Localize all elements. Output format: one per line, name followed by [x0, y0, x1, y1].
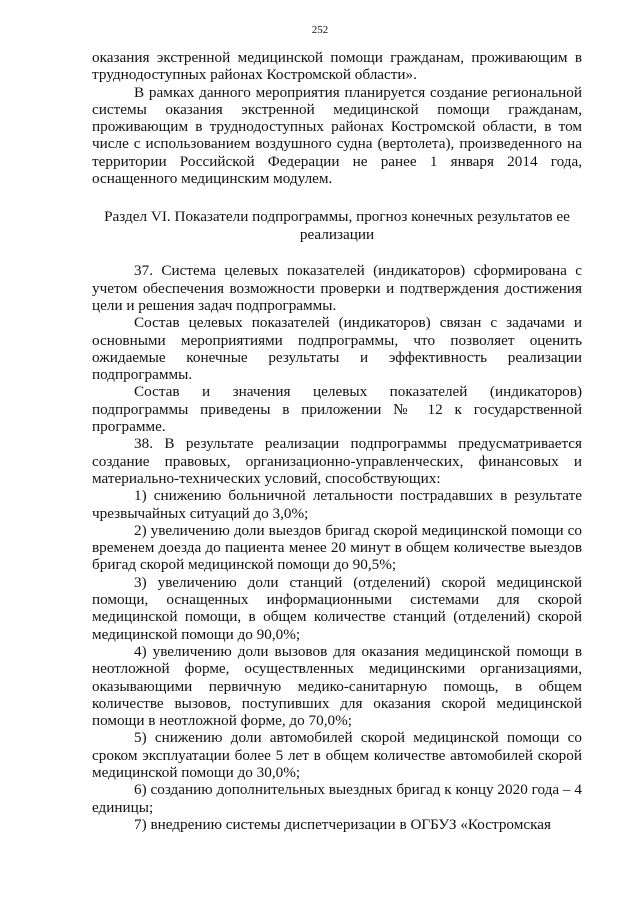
- list-item-6: 6) созданию дополнительных выездных бригад к концу 2020 года – 4 единицы;: [92, 781, 582, 816]
- list-item-2: 2) увеличению доли выездов бригад скорой медицинской помощи со временем доезда до пациента менее 20 минут в общем количестве выездов бригад скорой медицинской помощи до 90,5%;: [92, 521, 582, 574]
- section-heading: Раздел VI. Показатели подпрограммы, прогноз конечных результатов ее реализации: [104, 208, 570, 243]
- list-item-4: 4) увеличению доли вызовов для оказания медицинской помощи в неотложной форме, осуществленных медицинскими организациями, оказывающими первичную медико-санитарную помощь, в общем количестве вызовов, поступивших для оказания скорой медицинской помощи в неотложной форме, до 70,0%;: [92, 642, 582, 730]
- list-item-3: 3) увеличению доли станций (отделений) скорой медицинской помощи, оснащенных информационными системами для скорой медицинской помощи, в общем количестве станций (отделений) скорой медицинской помощи до 90,0%;: [92, 573, 582, 643]
- list-item-1: 1) снижению больничной летальности пострадавших в результате чрезвычайных ситуаций до 3,0%;: [92, 487, 582, 522]
- paragraph-indicators-appendix: Состав и значения целевых показателей (индикаторов) подпрограммы приведены в приложении № 12 к государственной программе.: [92, 383, 582, 436]
- paragraph-indicators-composition: Состав целевых показателей (индикаторов) связан с задачами и основными мероприятиями подпрограммы, что позволяет оценить ожидаемые конечные результаты и эффективность реализации подпрограммы.: [92, 314, 582, 384]
- list-item-7: 7) внедрению системы диспетчеризации в ОГБУЗ «Костромская: [134, 815, 551, 833]
- paragraph-38: 38. В результате реализации подпрограммы предусматривается создание правовых, организационно-управленческих, финансовых и материально-технических условий, способствующих:: [92, 435, 582, 487]
- document-body: [92, 49, 582, 833]
- list-item-5: 5) снижению доли автомобилей скорой медицинской помощи со сроком эксплуатации более 5 лет в общем количестве автомобилей скорой медицинской помощи до 30,0%;: [92, 729, 582, 781]
- paragraph-helicopter-plan: В рамках данного мероприятия планируется создание региональной системы оказания экстренной медицинской помощи гражданам, проживающим в труднодоступных районах Костромской области, в том числе с использованием воздушного судна (вертолета), произведенного на территории Российской Федерации не ранее 1 января 2014 года, оснащенного медицинским модулем.: [92, 83, 582, 188]
- paragraph-37: 37. Система целевых показателей (индикаторов) сформирована с учетом обеспечения возможности проверки и подтверждения достижения цели и решения задач подпрограммы.: [92, 262, 582, 314]
- paragraph-continuation: оказания экстренной медицинской помощи гражданам, проживающим в труднодоступных районах Костромской области».: [92, 49, 582, 84]
- page-number: 252: [311, 24, 329, 36]
